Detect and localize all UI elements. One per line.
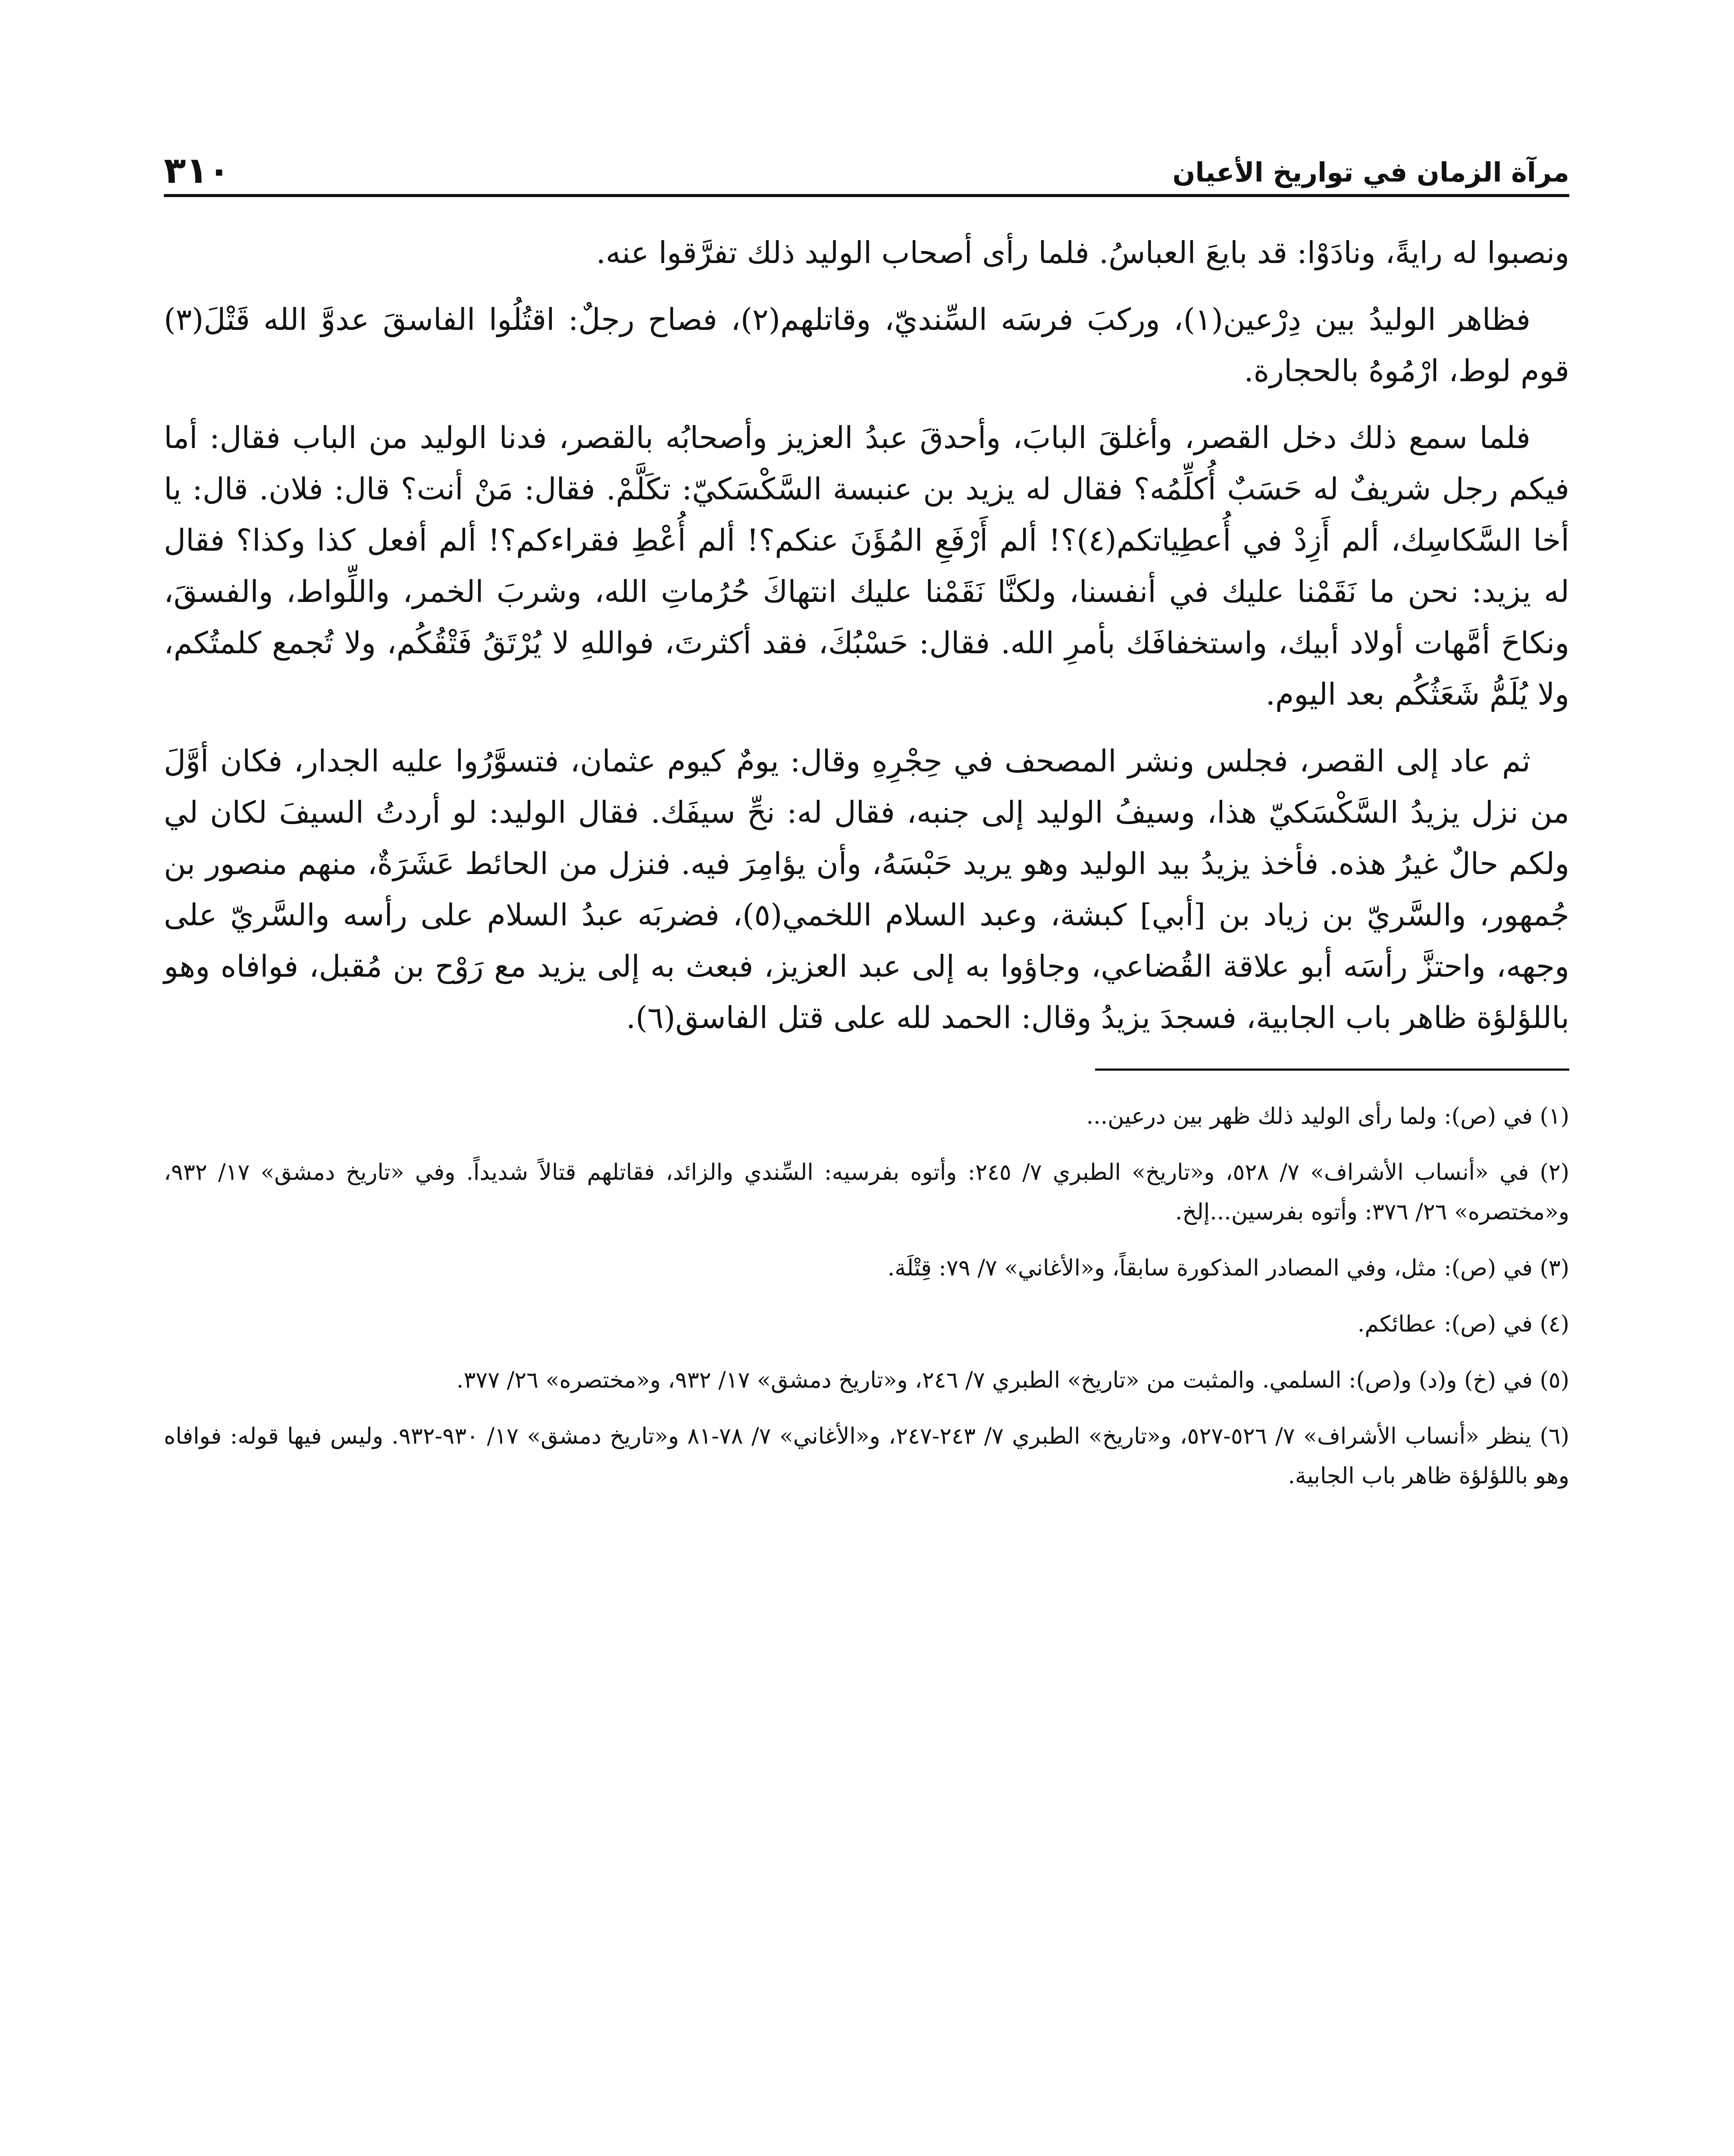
footnote-4: (٤) في (ص): عطائكم. [1357, 1311, 1569, 1337]
paragraph-3: فلما سمع ذلك دخل القصر، وأغلقَ البابَ، وأحدقَ عبدُ العزيز وأصحابُه بالقصر، فدنا الوليد من الباب فقال: أما فيكم رجل شريفٌ له حَسَبٌ أُكلِّمُه؟ فقال له يزيد بن عنبسة السَّكْسَكيّ: تكَلَّمْ. فقال: مَنْ أنت؟ قال: فلان. قال: يا أخا السَّكاسِك، ألم أَزِدْ في أُعطِياتكم(٤)؟! ألم أَرْفَعِ المُؤَنَ عنكم؟! ألم أُعْطِ فقراءكم؟! ألم أفعل كذا وكذا؟ فقال له يزيد: نحن ما نَقَمْنا عليك في أنفسنا، ولكنَّا نَقَمْنا عليك انتهاكَ حُرُماتِ الله، وشربَ الخمر، واللِّواط، والفسقَ، ونكاحَ أمَّهات أولاد أبيك، واستخفافَك بأمرِ الله. فقال: حَسْبُكَ، فقد أكثرتَ، فواللهِ لا يُرْتَقُ فَتْقُكُم، ولا تُجمع كلمتُكم، ولا يُلَمُّ شَعَثُكُم بعد اليوم. [164, 420, 1570, 712]
body-text [164, 227, 1569, 1044]
footnote-divider [1095, 1069, 1569, 1071]
footnote-2: (٢) في «أنساب الأشراف» ٧/ ٥٢٨، و«تاريخ» الطبري ٧/ ٢٤٥: وأتوه بفرسيه: السِّندي والزائد، فقاتلهم قتالاً شديداً. وفي «تاريخ دمشق» ١٧/ ٩٣٢، و«مختصره» ٢٦/ ٣٧٦: وأتوه بفرسين...إلخ. [164, 1159, 1570, 1225]
paragraph-2: فظاهر الوليدُ بين دِرْعين(١)، وركبَ فرسَه السِّنديّ، وقاتلهم(٢)، فصاح رجلٌ: اقتُلُوا الفاسقَ عدوَّ الله قَتْلَ(٣) قوم لوط، ارْمُوهُ بالحجارة. [164, 302, 1569, 389]
footnote-6: (٦) ينظر «أنساب الأشراف» ٧/ ٥٢٦-٥٢٧، و«تاريخ» الطبري ٧/ ٢٤٣-٢٤٧، و«الأغاني» ٧/ ٧٨-٨١ و«تاريخ دمشق» ١٧/ ٩٣٠-٩٣٢. وليس فيها قوله: فوافاه وهو باللؤلؤة ظاهر باب الجابية. [164, 1423, 1569, 1489]
book-page [164, 129, 1569, 2156]
footnotes [164, 1097, 1569, 1496]
paragraph-1: ونصبوا له رايةً، ونادَوْا: قد بايعَ العباسُ. فلما رأى أصحاب الوليد ذلك تفرَّقوا عنه. [596, 235, 1569, 270]
page-number: ٣١٠ [164, 149, 230, 191]
footnote-5: (٥) في (خ) و(د) و(ص): السلمي. والمثبت من «تاريخ» الطبري ٧/ ٢٤٦، و«تاريخ دمشق» ١٧/ ٩٣٢، و«مختصره» ٢٦/ ٣٧٧. [456, 1367, 1569, 1393]
paragraph-4: ثم عاد إلى القصر، فجلس ونشر المصحف في حِجْرِهِ وقال: يومٌ كيوم عثمان، فتسوَّرُوا عليه الجدار، فكان أوَّلَ من نزل يزيدُ السَّكْسَكيّ هذا، وسيفُ الوليد إلى جنبه، فقال له: نحِّ سيفَك. فقال الوليد: لو أردتُ السيفَ لكان لي ولكم حالٌ غيرُ هذه. فأخذ يزيدُ بيد الوليد وهو يريد حَبْسَهُ، وأن يؤامِرَ فيه. فنزل من الحائط عَشَرَةٌ، منهم منصور بن جُمهور، والسَّريّ بن زياد بن [أبي] كبشة، وعبد السلام اللخمي(٥)، فضربَه عبدُ السلام على رأسه والسَّريّ على وجهه، واحتزَّ رأسَه أبو علاقة القُضاعي، وجاؤوا به إلى عبد العزيز، فبعث به إلى يزيد مع رَوْح بن مُقبل، فوافاه وهو باللؤلؤة ظاهر باب الجابية، فسجدَ يزيدُ وقال: الحمد لله على قتل الفاسق(٦). [164, 743, 1569, 1035]
footnote-1: (١) في (ص): ولما رأى الوليد ذلك ظهر بين درعين... [1086, 1103, 1569, 1129]
footnote-3: (٣) في (ص): مثل، وفي المصادر المذكورة سابقاً، و«الأغاني» ٧/ ٧٩: قِتْلَة. [887, 1255, 1569, 1281]
running-header [164, 129, 1569, 197]
running-title: مرآة الزمان في تواريخ الأعيان [1172, 157, 1569, 188]
